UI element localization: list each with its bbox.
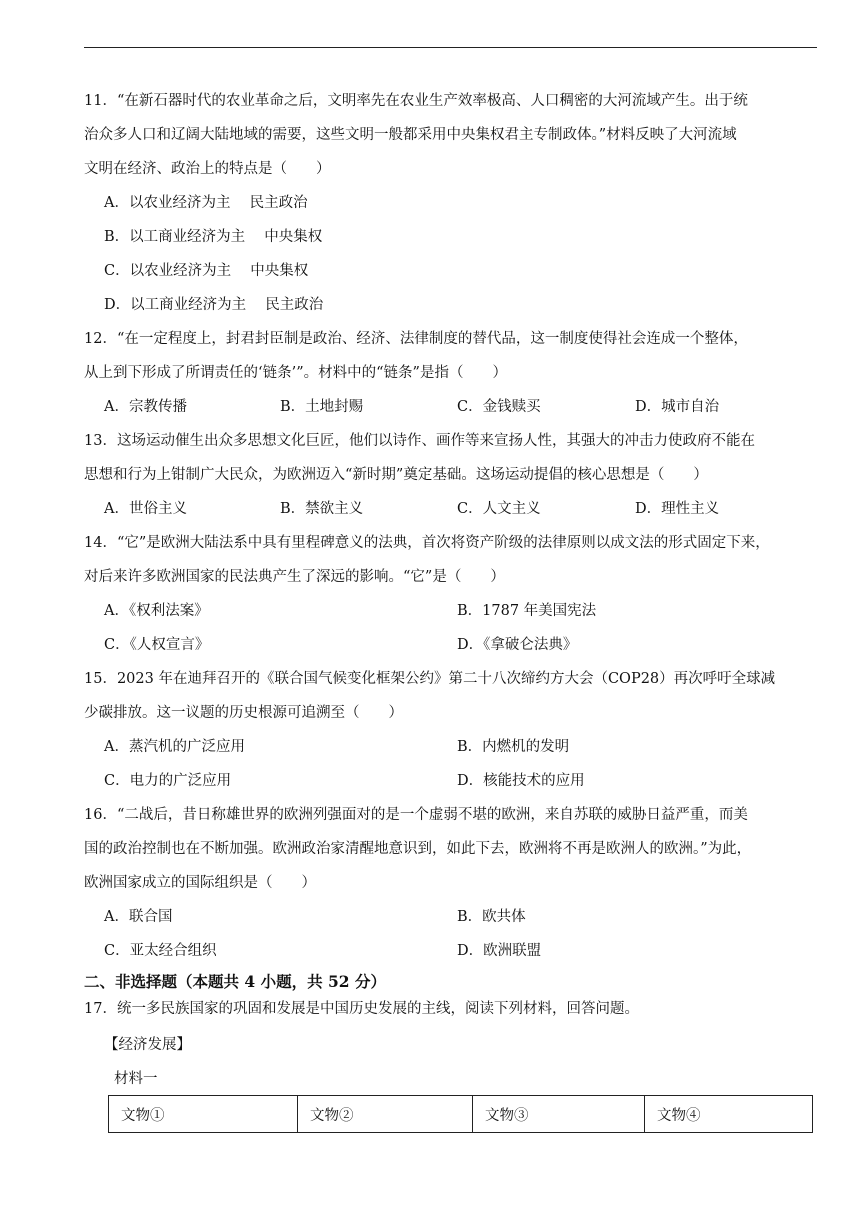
section-heading: 二、非选择题（本题共 4 小题，共 52 分） (84, 972, 386, 991)
q15-option-c: C．电力的广泛应用 (104, 773, 232, 789)
q13-option-d: D．理性主义 (635, 501, 720, 517)
q12-option-c: C．金钱赎买 (457, 399, 541, 415)
q11-option-b: B．以工商业经济为主 中央集权 (104, 229, 323, 245)
q12-option-b: B．土地封赐 (280, 399, 364, 415)
q11-option-d: D．以工商业经济为主 民主政治 (104, 297, 324, 313)
q16-stem-line-2: 国的政治控制也在不断加强。欧洲政治家清醒地意识到，如此下去，欧洲将不再是欧洲人的欧洲。”为此， (84, 841, 752, 857)
q11-option-c: C．以农业经济为主 中央集权 (104, 263, 309, 279)
q11-option-a: A．以农业经济为主 民主政治 (104, 195, 308, 211)
table-row (109, 1096, 813, 1133)
q11-stem-line-1: 11．“在新石器时代的农业革命之后，文明率先在农业生产效率极高、人口稠密的大河流域产生。出于统 (84, 93, 748, 109)
table-cell-artifact-2: 文物② (298, 1096, 473, 1133)
q13-option-c: C．人文主义 (457, 501, 541, 517)
q16-option-b: B．欧共体 (457, 909, 526, 925)
q16-stem-line-3: 欧洲国家成立的国际组织是（ ） (84, 875, 316, 891)
q17-material-label: 材料一 (114, 1071, 158, 1087)
q12-option-a: A．宗教传播 (104, 399, 187, 415)
q17-stem: 17．统一多民族国家的巩固和发展是中国历史发展的主线，阅读下列材料，回答问题。 (84, 1001, 639, 1017)
q16-option-a: A．联合国 (104, 909, 173, 925)
table-cell-artifact-3: 文物③ (473, 1096, 645, 1133)
q15-option-d: D．核能技术的应用 (457, 773, 585, 789)
q15-option-a: A．蒸汽机的广泛应用 (104, 739, 245, 755)
q16-option-c: C．亚太经合组织 (104, 943, 217, 959)
q11-stem-line-3: 文明在经济、政治上的特点是（ ） (84, 161, 331, 177)
q13-option-a: A．世俗主义 (104, 501, 187, 517)
table-cell-artifact-4: 文物④ (645, 1096, 813, 1133)
q15-option-b: B．内燃机的发明 (457, 739, 570, 755)
q11-stem-line-2: 治众多人口和辽阔大陆地域的需要，这些文明一般都采用中央集权君主专制政体。”材料反映了大河流域 (84, 127, 737, 143)
q16-option-d: D．欧洲联盟 (457, 943, 542, 959)
q13-stem-line-1: 13．这场运动催生出众多思想文化巨匠，他们以诗作、画作等来宣扬人性，其强大的冲击力使政府不能在 (84, 433, 755, 449)
q16-stem-line-1: 16．“二战后，昔日称雄世界的欧洲列强面对的是一个虚弱不堪的欧洲，来自苏联的威胁日益严重，而美 (84, 807, 748, 823)
q14-stem-line-1: 14．“它”是欧洲大陆法系中具有里程碑意义的法典，首次将资产阶级的法律原则以成文法的形式固定下来， (84, 535, 770, 551)
q15-stem-line-1: 15．2023 年在迪拜召开的《联合国气候变化框架公约》第二十八次缔约方大会（COP28）再次呼吁全球减 (84, 671, 776, 687)
q12-stem-line-2: 从上到下形成了所谓责任的‘链条’”。材料中的“链条”是指（ ） (84, 365, 507, 381)
q15-stem-line-2: 少碳排放。这一议题的历史根源可追溯至（ ） (84, 705, 403, 721)
q14-option-c: C．《人权宣言》 (104, 637, 210, 653)
header-rule (84, 47, 817, 48)
q12-stem-line-1: 12．“在一定程度上，封君封臣制是政治、经济、法律制度的替代品，这一制度使得社会连成一个整体， (84, 331, 748, 347)
q17-subheading: 【经济发展】 (104, 1037, 191, 1053)
q13-option-b: B．禁欲主义 (280, 501, 364, 517)
q13-stem-line-2: 思想和行为上钳制广大民众，为欧洲迈入“新时期”奠定基础。这场运动提倡的核心思想是（ ） (84, 467, 708, 483)
q14-option-d: D．《拿破仑法典》 (457, 637, 578, 653)
q14-stem-line-2: 对后来许多欧洲国家的民法典产生了深远的影响。“它”是（ ） (84, 569, 505, 585)
artifact-table (108, 1095, 813, 1133)
q14-option-a: A．《权利法案》 (104, 603, 209, 619)
q12-option-d: D．城市自治 (635, 399, 720, 415)
table-cell-artifact-1: 文物① (109, 1096, 298, 1133)
q14-option-b: B．1787 年美国宪法 (457, 603, 597, 619)
